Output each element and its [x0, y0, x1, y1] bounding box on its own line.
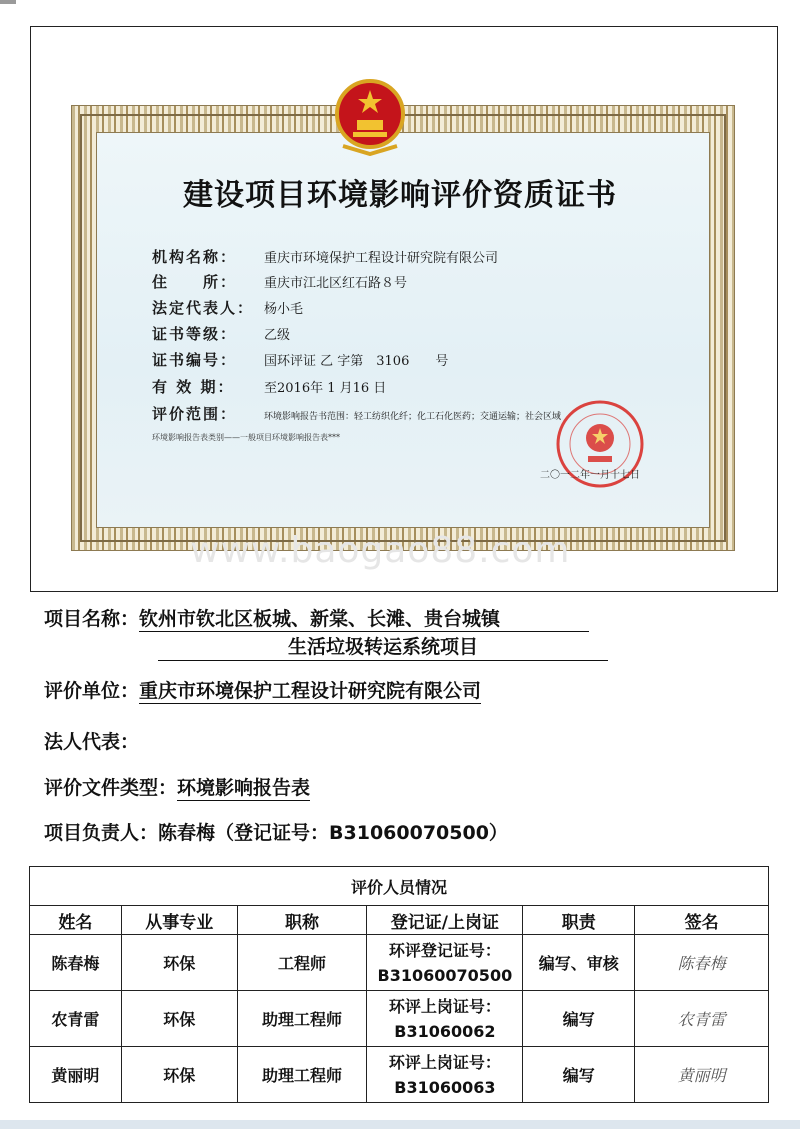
watermark: www.baogao88.com	[190, 530, 571, 571]
staff-table-caption-row	[30, 867, 769, 906]
cert-field-value: 环境影响报告书范围：轻工纺织化纤；化工石化医药；交通运输；社会区域	[264, 412, 562, 422]
staff-cert	[367, 1047, 523, 1103]
project-name-row	[44, 604, 589, 632]
cert-field-value: 乙级	[264, 328, 291, 343]
table-row	[30, 935, 769, 991]
cert-field-value: 重庆市江北区红石路８号	[264, 276, 408, 291]
footer-strip	[0, 1120, 800, 1129]
header-cert: 登记证/上岗证	[367, 906, 523, 935]
eval-unit-value: 重庆市环境保护工程设计研究院有限公司	[139, 680, 482, 702]
cert-field-value: 国环评证 乙 字第 3106 号	[264, 354, 449, 369]
staff-name: 黄丽明	[30, 1047, 122, 1103]
project-name-line2: 生活垃圾转运系统项目	[158, 632, 608, 661]
cert-field-legal-rep	[152, 297, 303, 318]
cert-field-grade	[152, 323, 290, 344]
staff-signature: 陈春梅	[635, 935, 769, 991]
doc-type-value: 环境影响报告表	[177, 777, 311, 799]
legal-rep-row	[44, 727, 139, 754]
staff-cert	[367, 991, 523, 1047]
staff-signature: 黄丽明	[635, 1047, 769, 1103]
staff-title: 工程师	[237, 935, 367, 991]
eval-unit-row	[44, 676, 481, 703]
cert-field-validity	[152, 376, 386, 397]
eval-unit-label: 评价单位：	[44, 680, 140, 702]
staff-major: 环保	[121, 935, 237, 991]
header-name: 姓名	[30, 906, 122, 935]
cert-field-value: 杨小毛	[264, 302, 304, 317]
project-leader-label: 项目负责人：	[44, 822, 159, 844]
staff-major: 环保	[121, 991, 237, 1047]
seal-date: 二〇一二年一月十七日	[540, 470, 640, 481]
table-row	[30, 1047, 769, 1103]
corner-mark	[0, 0, 16, 4]
certificate-title: 建设项目环境影响评价资质证书	[183, 178, 617, 213]
staff-duty: 编写、审核	[523, 935, 635, 991]
staff-table	[29, 866, 769, 1103]
cert-field-label: 评价范围：	[152, 405, 238, 423]
staff-cert-number: B31060070500	[377, 965, 513, 985]
staff-name: 陈春梅	[30, 935, 122, 991]
cert-field-value: 至2016年 1 月16 日	[264, 381, 387, 396]
doc-type-row	[44, 773, 310, 800]
header-duty: 职责	[523, 906, 635, 935]
staff-title: 助理工程师	[237, 991, 367, 1047]
cert-field-value: 重庆市环境保护工程设计研究院有限公司	[264, 251, 499, 266]
cert-field-label: 证书编号：	[152, 351, 238, 369]
cert-note: 环境影响报告表类别——一般项目环境影响报告表***	[152, 433, 340, 442]
legal-rep-label: 法人代表：	[44, 731, 140, 753]
doc-type-label: 评价文件类型：	[44, 777, 178, 799]
staff-table-header-row	[30, 906, 769, 935]
staff-major: 环保	[121, 1047, 237, 1103]
staff-cert-number: B31060063	[394, 1077, 496, 1097]
staff-cert-label: 环评登记证号：	[388, 940, 501, 960]
staff-cert-number: B31060062	[394, 1021, 496, 1041]
cert-field-number	[152, 349, 448, 370]
staff-duty: 编写	[523, 1047, 635, 1103]
project-name-label: 项目名称：	[44, 608, 140, 630]
cert-field-scope	[152, 403, 561, 424]
cert-field-label: 证书等级：	[152, 325, 238, 343]
project-name-line1: 钦州市钦北区板城、新棠、长滩、贵台城镇	[139, 604, 589, 632]
cert-field-label: 法定代表人：	[152, 299, 255, 317]
header-major: 从事专业	[121, 906, 237, 935]
national-emblem-icon	[333, 76, 407, 156]
staff-cert-label: 环评上岗证号：	[388, 1052, 501, 1072]
staff-table-caption: 评价人员情况	[30, 867, 769, 906]
cert-field-label: 有 效 期：	[152, 378, 235, 396]
header-signature: 签名	[635, 906, 769, 935]
table-row	[30, 991, 769, 1047]
staff-name: 农青雷	[30, 991, 122, 1047]
project-leader-value: 陈春梅（登记证号：B31060070500）	[158, 822, 508, 844]
staff-duty: 编写	[523, 991, 635, 1047]
staff-signature: 农青雷	[635, 991, 769, 1047]
header-title: 职称	[237, 906, 367, 935]
cert-field-label: 机构名称：	[152, 248, 238, 266]
staff-cert	[367, 935, 523, 991]
staff-cert-label: 环评上岗证号：	[388, 996, 501, 1016]
cert-field-label: 住 所：	[152, 273, 238, 291]
cert-field-org	[152, 246, 498, 267]
staff-title: 助理工程师	[237, 1047, 367, 1103]
project-leader-row	[44, 818, 508, 845]
cert-field-address	[152, 271, 407, 292]
